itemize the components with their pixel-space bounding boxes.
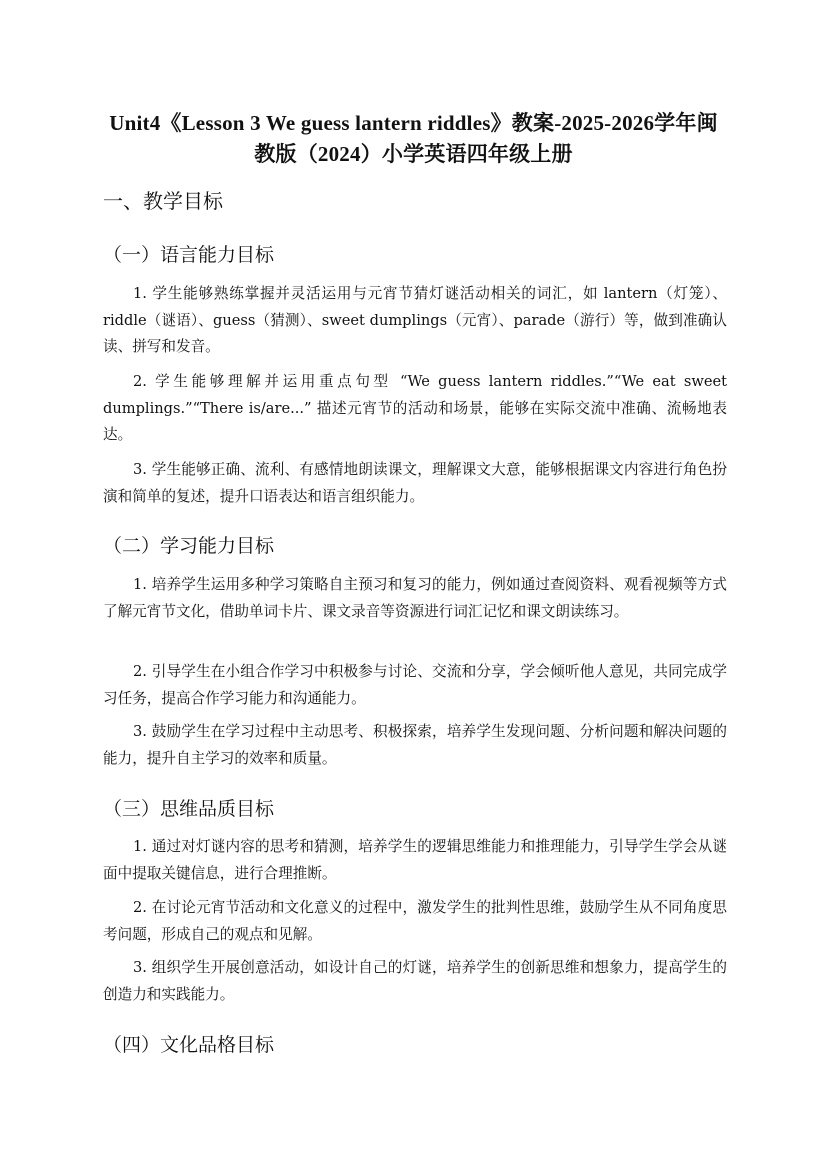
subsection-heading-learning-ability: （二）学习能力目标 <box>103 535 275 557</box>
subsection-heading-thinking-quality: （三）思维品质目标 <box>103 798 275 820</box>
paragraph-language-1: 1. 学生能够熟练掌握并灵活运用与元宵节猜灯谜活动相关的词汇，如 lantern（灯笼）、riddle（谜语）、guess（猜测）、sweet dumplings（元宵）、parade（游行）等，做到准确认读、拼写和发音。 <box>103 285 727 355</box>
paragraph-thinking-2: 2. 在讨论元宵节活动和文化意义的过程中，激发学生的批判性思维，鼓励学生从不同角度思考问题，形成自己的观点和见解。 <box>103 899 727 943</box>
paragraph-learning-2: 2. 引导学生在小组合作学习中积极参与讨论、交流和分享，学会倾听他人意见，共同完成学习任务，提高合作学习能力和沟通能力。 <box>103 663 727 707</box>
subsection-heading-cultural-character: （四）文化品格目标 <box>103 1034 275 1056</box>
paragraph-learning-3: 3. 鼓励学生在学习过程中主动思考、积极探索，培养学生发现问题、分析问题和解决问题的能力，提升自主学习的效率和质量。 <box>103 723 727 767</box>
document-title-line-2: 教版（2024）小学英语四年级上册 <box>254 142 573 166</box>
document-title-line-1: Unit4《Lesson 3 We guess lantern riddles》教案-2025-2026学年闽 <box>109 111 718 135</box>
subsection-heading-language-ability: （一）语言能力目标 <box>103 244 275 266</box>
paragraph-learning-1: 1. 培养学生运用多种学习策略自主预习和复习的能力，例如通过查阅资料、观看视频等方式了解元宵节文化，借助单词卡片、课文录音等资源进行词汇记忆和课文朗读练习。 <box>103 576 727 620</box>
paragraph-thinking-3: 3. 组织学生开展创意活动，如设计自己的灯谜，培养学生的创新思维和想象力，提高学生的创造力和实践能力。 <box>103 959 727 1003</box>
paragraph-language-2: 2. 学生能够理解并运用重点句型 “We guess lantern riddles.”“We eat sweet dumplings.”“There is/are...” 描述元宵节的活动和场景，能够在实际交流中准确、流畅地表达。 <box>103 373 727 443</box>
section-heading-teaching-objectives: 一、教学目标 <box>103 189 223 213</box>
paragraph-language-3: 3. 学生能够正确、流利、有感情地朗读课文，理解课文大意，能够根据课文内容进行角色扮演和简单的复述，提升口语表达和语言组织能力。 <box>103 461 727 505</box>
paragraph-thinking-1: 1. 通过对灯谜内容的思考和猜测，培养学生的逻辑思维能力和推理能力，引导学生学会从谜面中提取关键信息，进行合理推断。 <box>103 838 727 882</box>
